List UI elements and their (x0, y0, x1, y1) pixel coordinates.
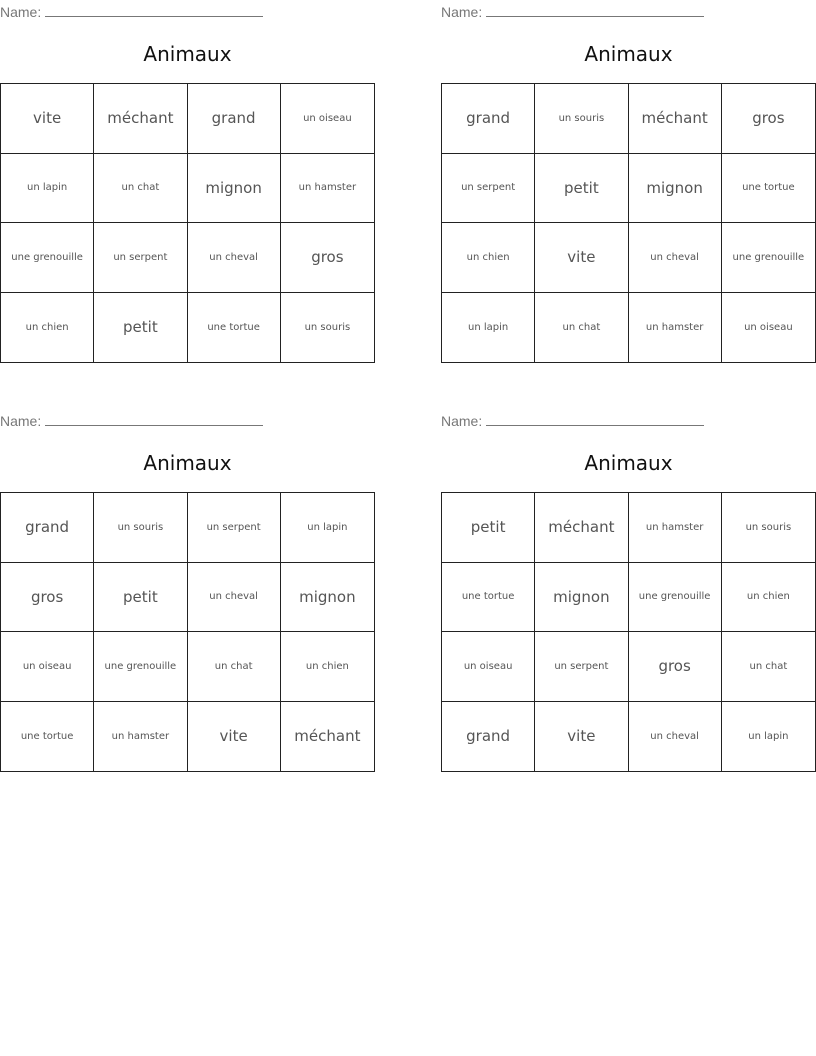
name-label: Name: (0, 413, 42, 429)
bingo-cell[interactable]: un souris (722, 493, 815, 563)
bingo-cell[interactable]: un chien (1, 293, 94, 363)
bingo-cell[interactable]: un oiseau (1, 632, 94, 702)
bingo-cell[interactable]: un oiseau (442, 632, 535, 702)
bingo-cell[interactable]: une grenouille (722, 223, 815, 293)
name-label: Name: (441, 4, 483, 20)
bingo-grid (0, 83, 375, 363)
bingo-cell[interactable]: une grenouille (94, 632, 187, 702)
bingo-cell[interactable]: un hamster (94, 702, 187, 772)
bingo-cell[interactable]: un souris (304, 321, 351, 333)
bingo-cell[interactable]: un serpent (442, 154, 535, 224)
bingo-cell[interactable]: petit (94, 563, 187, 633)
bingo-cell[interactable]: un chat (535, 293, 628, 363)
bingo-cell[interactable]: un chat (188, 632, 281, 702)
bingo-cell[interactable]: une grenouille (1, 223, 94, 293)
bingo-cell[interactable]: petit (442, 493, 535, 563)
name-field[interactable] (0, 411, 263, 429)
bingo-cell[interactable]: grand (188, 84, 281, 154)
bingo-cell[interactable]: vite (188, 702, 281, 772)
bingo-cell[interactable]: vite (535, 702, 628, 772)
bingo-grid (441, 83, 816, 363)
name-blank-line[interactable] (486, 411, 704, 426)
bingo-cell[interactable]: un serpent (535, 632, 628, 702)
bingo-cell[interactable]: une tortue (1, 702, 94, 772)
bingo-cell[interactable]: grand (1, 493, 94, 563)
bingo-cell[interactable]: gros (281, 223, 374, 293)
bingo-card-4 (441, 409, 816, 774)
bingo-cell[interactable]: un chat (722, 632, 815, 702)
bingo-cell[interactable]: petit (94, 293, 187, 363)
bingo-cell[interactable]: mignon (629, 154, 722, 224)
bingo-cell[interactable]: un chien (442, 223, 535, 293)
bingo-cell[interactable]: un chien (722, 563, 815, 633)
name-label: Name: (0, 4, 42, 20)
bingo-cell[interactable]: un cheval (629, 223, 722, 293)
name-label: Name: (441, 413, 483, 429)
bingo-cell[interactable]: gros (722, 84, 815, 154)
bingo-cell[interactable]: un hamster (629, 493, 722, 563)
bingo-cell[interactable]: un chien (281, 632, 374, 702)
card-title: Animaux (143, 42, 232, 66)
bingo-cell[interactable]: un serpent (188, 493, 281, 563)
bingo-cell[interactable]: un cheval (629, 702, 722, 772)
bingo-cell[interactable]: un cheval (188, 563, 281, 633)
bingo-cell[interactable]: petit (535, 154, 628, 224)
card-title: Animaux (584, 451, 673, 475)
bingo-cell[interactable]: un souris (535, 84, 628, 154)
bingo-cell[interactable]: mignon (188, 154, 281, 224)
bingo-cell[interactable]: une tortue (188, 293, 281, 363)
bingo-cell[interactable]: un hamster (629, 293, 722, 363)
bingo-grid (441, 492, 816, 772)
bingo-cell[interactable]: un lapin (442, 293, 535, 363)
bingo-cell[interactable]: méchant (629, 84, 722, 154)
bingo-card-1 (0, 0, 375, 365)
bingo-cell[interactable]: un cheval (188, 223, 281, 293)
bingo-cell[interactable]: un oiseau (744, 321, 793, 333)
name-field[interactable] (441, 2, 704, 20)
bingo-cell[interactable]: mignon (535, 563, 628, 633)
bingo-card-2 (441, 0, 816, 365)
name-field[interactable] (0, 2, 263, 20)
bingo-cell[interactable]: gros (629, 632, 722, 702)
bingo-cell[interactable]: gros (1, 563, 94, 633)
bingo-cell[interactable]: un serpent (94, 223, 187, 293)
card-title: Animaux (584, 42, 673, 66)
bingo-card-3 (0, 409, 375, 774)
bingo-cell[interactable]: mignon (281, 563, 374, 633)
bingo-cell[interactable]: grand (442, 84, 535, 154)
bingo-grid (0, 492, 375, 772)
bingo-cell[interactable]: un chat (94, 154, 187, 224)
bingo-cell[interactable]: un lapin (281, 493, 374, 563)
bingo-cell[interactable]: un hamster (281, 154, 374, 224)
bingo-cell[interactable]: une grenouille (629, 563, 722, 633)
bingo-cell[interactable]: un souris (94, 493, 187, 563)
name-blank-line[interactable] (45, 411, 263, 426)
card-title: Animaux (143, 451, 232, 475)
bingo-cell[interactable]: un lapin (748, 730, 789, 742)
bingo-cell[interactable]: vite (535, 223, 628, 293)
bingo-cell[interactable]: méchant (94, 84, 187, 154)
bingo-cell[interactable]: un oiseau (281, 84, 374, 154)
bingo-cell[interactable]: un lapin (1, 154, 94, 224)
bingo-cell[interactable]: méchant (294, 727, 361, 746)
name-blank-line[interactable] (45, 2, 263, 17)
name-field[interactable] (441, 411, 704, 429)
name-blank-line[interactable] (486, 2, 704, 17)
bingo-cell[interactable]: grand (442, 702, 535, 772)
bingo-cell[interactable]: méchant (535, 493, 628, 563)
bingo-cell[interactable]: une tortue (442, 563, 535, 633)
bingo-cell[interactable]: vite (1, 84, 94, 154)
bingo-cell[interactable]: une tortue (722, 154, 815, 224)
